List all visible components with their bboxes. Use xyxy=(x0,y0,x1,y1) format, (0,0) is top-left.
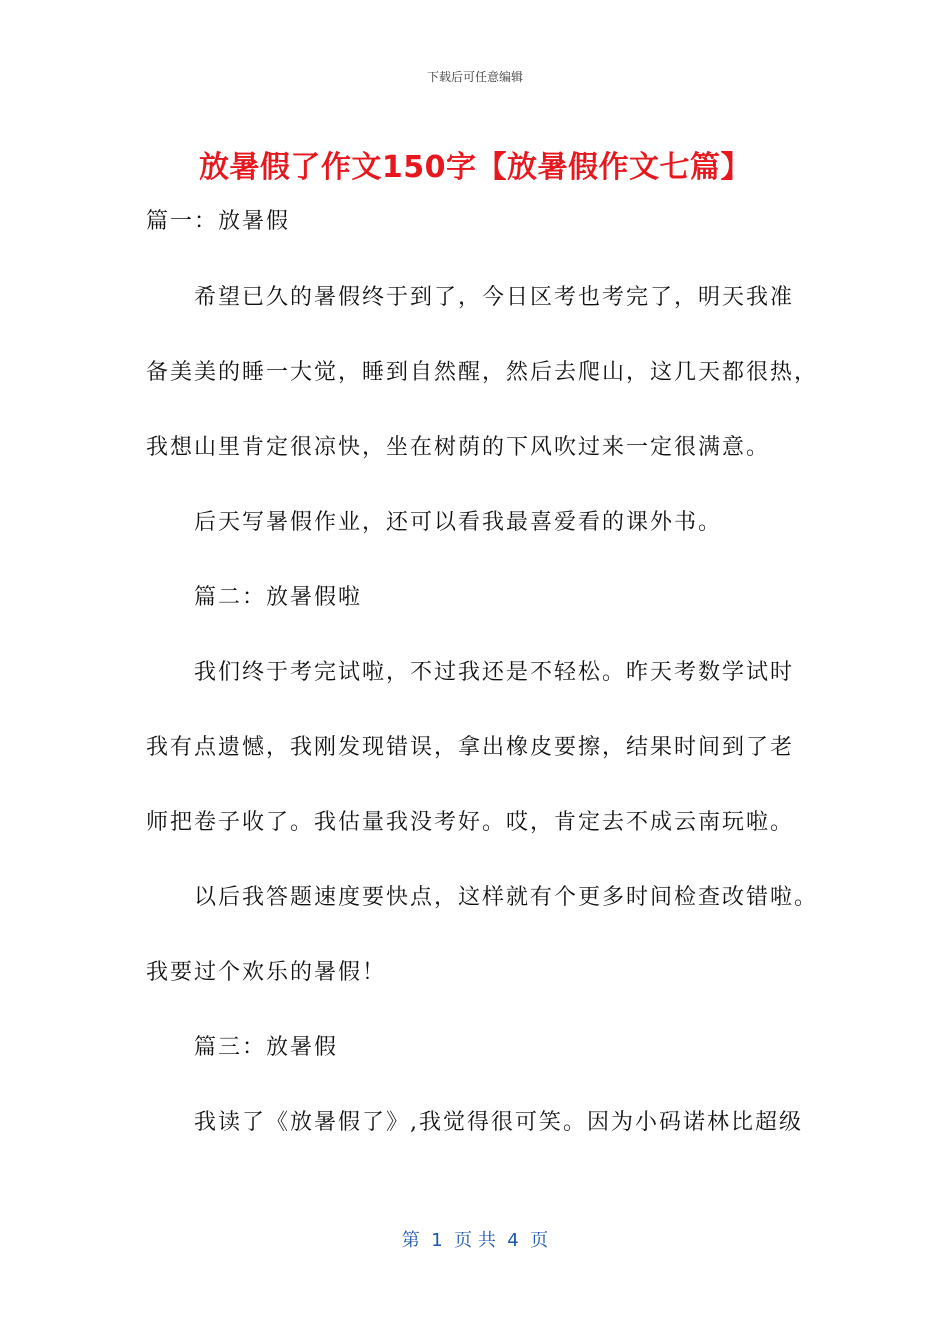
paragraph-line: 我想山里肯定很凉快，坐在树荫的下风吹过来一定很满意。 xyxy=(146,435,771,460)
section-heading-1: 篇一：放暑假 xyxy=(146,209,291,234)
paragraph-line: 以后我答题速度要快点，这样就有个更多时间检查改错啦。 xyxy=(194,885,819,910)
section-heading-3: 篇三：放暑假 xyxy=(194,1035,339,1060)
page-footer: 第 1 页 共 4 页 xyxy=(401,1230,549,1251)
document-title: 放暑假了作文150字【放暑假作文七篇】 xyxy=(198,150,752,185)
paragraph-line: 希望已久的暑假终于到了，今日区考也考完了，明天我准 xyxy=(194,285,795,310)
paragraph-line: 我要过个欢乐的暑假！ xyxy=(146,960,387,985)
paragraph-line: 我有点遗憾，我刚发现错误，拿出橡皮要擦，结果时间到了老 xyxy=(146,735,795,760)
page-header: 下载后可任意编辑 xyxy=(426,70,523,84)
paragraph-line: 我读了《放暑假了》,我觉得很可笑。因为小码诺林比超级 xyxy=(194,1110,803,1135)
paragraph-line: 我们终于考完试啦，不过我还是不轻松。昨天考数学试时 xyxy=(194,660,795,685)
paragraph-line: 师把卷子收了。我估量我没考好。哎，肯定去不成云南玩啦。 xyxy=(146,810,795,835)
paragraph-line: 备美美的睡一大觉，睡到自然醒，然后去爬山，这几天都很热， xyxy=(146,360,819,385)
section-heading-2: 篇二：放暑假啦 xyxy=(194,585,363,610)
paragraph-line: 后天写暑假作业，还可以看我最喜爱看的课外书。 xyxy=(194,510,723,535)
